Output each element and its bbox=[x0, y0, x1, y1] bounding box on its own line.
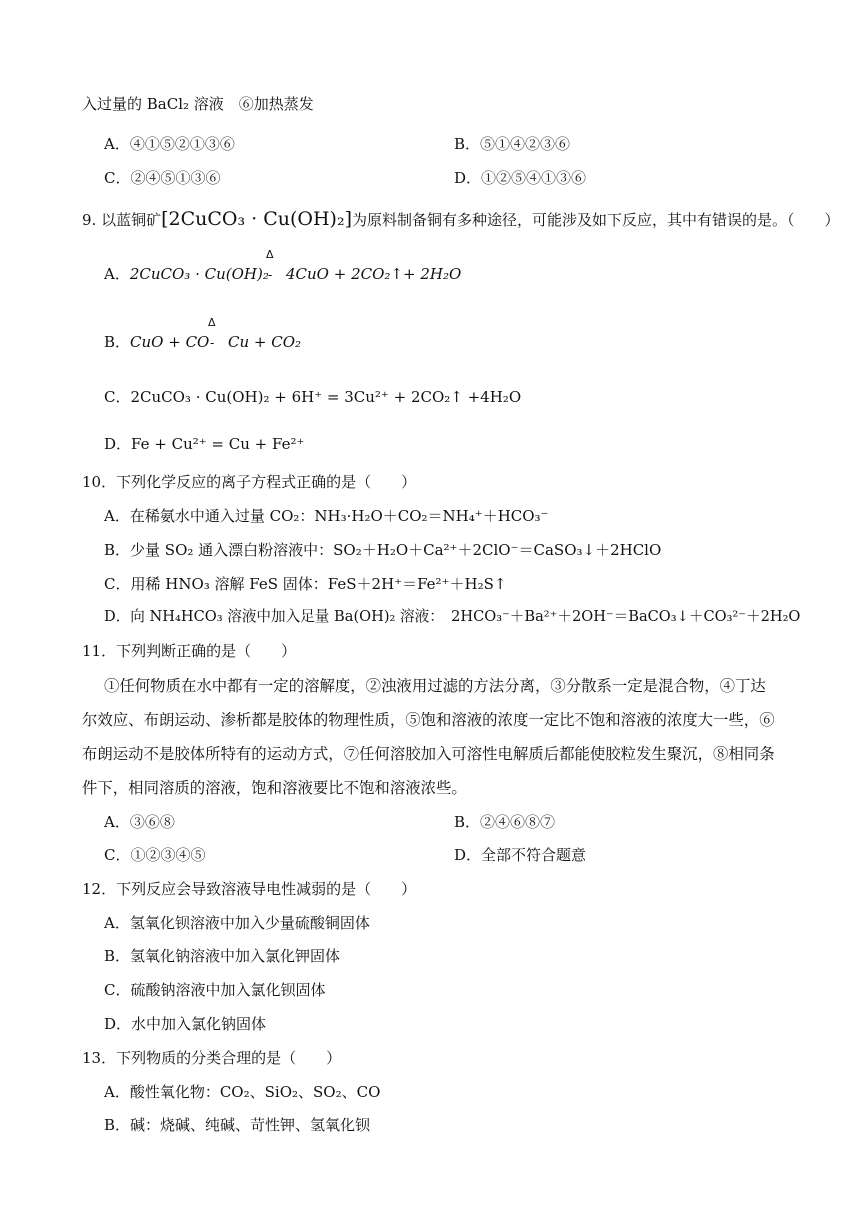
q9-b-delta: Δ bbox=[208, 316, 216, 329]
q9-option-c: C．2CuCO₃ · Cu(OH)₂ + 6H⁺ = 3Cu²⁺ + 2CO₂↑ +4H₂O bbox=[104, 388, 522, 406]
q13-option-a: A．酸性氧化物：CO₂、SiO₂、SO₂、CO bbox=[104, 1083, 381, 1101]
q11-option-a: A．③⑥⑧ bbox=[104, 813, 175, 831]
q9-stem-prefix: 9. 以蓝铜矿 bbox=[82, 211, 162, 229]
q12-stem: 12．下列反应会导致溶液导电性减弱的是（ ） bbox=[82, 880, 417, 898]
q9-b-left: CuO + CO bbox=[130, 333, 210, 351]
q9-stem-suffix: 为原料制备铜有多种途径，可能涉及如下反应，其中有错误的是。（ ） bbox=[352, 211, 840, 229]
q9-option-a bbox=[104, 264, 269, 284]
q11-body-line-2: 尔效应、布朗运动、渗析都是胶体的物理性质，⑤饱和溶液的浓度一定比不饱和溶液的浓度大一些，⑥ bbox=[82, 711, 775, 729]
q8-option-d: D．①②⑤④①③⑥ bbox=[454, 169, 587, 187]
q8-option-a: A．④①⑤②①③⑥ bbox=[104, 135, 235, 153]
q9-b-right: Cu + CO₂ bbox=[228, 333, 302, 351]
q9-b-label: B． bbox=[104, 333, 131, 351]
q9-stem bbox=[82, 209, 840, 230]
q13-option-b: B．碱：烧碱、纯碱、苛性钾、氢氧化钡 bbox=[104, 1116, 371, 1134]
q9-stem-formula: [2CuCO₃ · Cu(OH)₂] bbox=[161, 208, 352, 230]
q11-body-line-1: ①任何物质在水中都有一定的溶解度，②浊液用过滤的方法分离，③分散系一定是混合物，④丁达 bbox=[104, 677, 766, 695]
q12-option-c: C．硫酸钠溶液中加入氯化钡固体 bbox=[104, 981, 326, 999]
q8-option-b: B．⑤①④②③⑥ bbox=[454, 135, 571, 153]
q12-option-a: A．氢氧化钡溶液中加入少量硫酸铜固体 bbox=[104, 914, 370, 932]
q10-stem: 10．下列化学反应的离子方程式正确的是（ ） bbox=[82, 473, 417, 491]
q10-option-c: C．用稀 HNO₃ 溶解 FeS 固体：FeS＋2H⁺＝Fe²⁺＋H₂S↑ bbox=[104, 575, 507, 593]
q10-option-a: A．在稀氨水中通入过量 CO₂：NH₃·H₂O＋CO₂＝NH₄⁺＋HCO₃⁻ bbox=[104, 507, 549, 525]
q9-option-d: D．Fe + Cu²⁺ = Cu + Fe²⁺ bbox=[104, 435, 305, 453]
top-line: 入过量的 BaCl₂ 溶液 ⑥加热蒸发 bbox=[82, 95, 314, 113]
q13-stem: 13．下列物质的分类合理的是（ ） bbox=[82, 1049, 342, 1067]
q12-option-b: B．氢氧化钠溶液中加入氯化钾固体 bbox=[104, 947, 341, 965]
q11-option-b: B．②④⑥⑧⑦ bbox=[454, 813, 556, 831]
q9-a-dash: - bbox=[268, 268, 273, 282]
q10-option-d: D．向 NH₄HCO₃ 溶液中加入足量 Ba(OH)₂ 溶液： 2HCO₃⁻＋Ba²⁺＋2OH⁻＝BaCO₃↓＋CO₃²⁻＋2H₂O bbox=[104, 608, 801, 625]
q9-a-label: A． bbox=[104, 265, 130, 283]
q11-body-line-3: 布朗运动不是胶体所特有的运动方式，⑦任何溶胶加入可溶性电解质后都能使胶粒发生聚沉，⑧相同条 bbox=[82, 745, 775, 763]
q11-stem: 11．下列判断正确的是（ ） bbox=[82, 642, 297, 660]
q9-option-b bbox=[104, 332, 209, 352]
q12-option-d: D．水中加入氯化钠固体 bbox=[104, 1015, 267, 1033]
q9-a-left: 2CuCO₃ · Cu(OH)₂ bbox=[129, 265, 269, 283]
q11-option-d: D．全部不符合题意 bbox=[454, 846, 587, 864]
q11-body-line-4: 件下，相同溶质的溶液，饱和溶液要比不饱和溶液浓些。 bbox=[82, 779, 467, 797]
q9-a-right: 4CuO + 2CO₂↑+ 2H₂O bbox=[286, 265, 462, 283]
q8-option-c: C．②④⑤①③⑥ bbox=[104, 169, 221, 187]
q10-option-b: B．少量 SO₂ 通入漂白粉溶液中：SO₂＋H₂O＋Ca²⁺＋2ClO⁻＝CaSO₃↓＋2HClO bbox=[104, 541, 662, 559]
q11-option-c: C．①②③④⑤ bbox=[104, 846, 206, 864]
q9-a-delta: Δ bbox=[266, 248, 274, 261]
q9-b-dash: - bbox=[210, 336, 215, 350]
